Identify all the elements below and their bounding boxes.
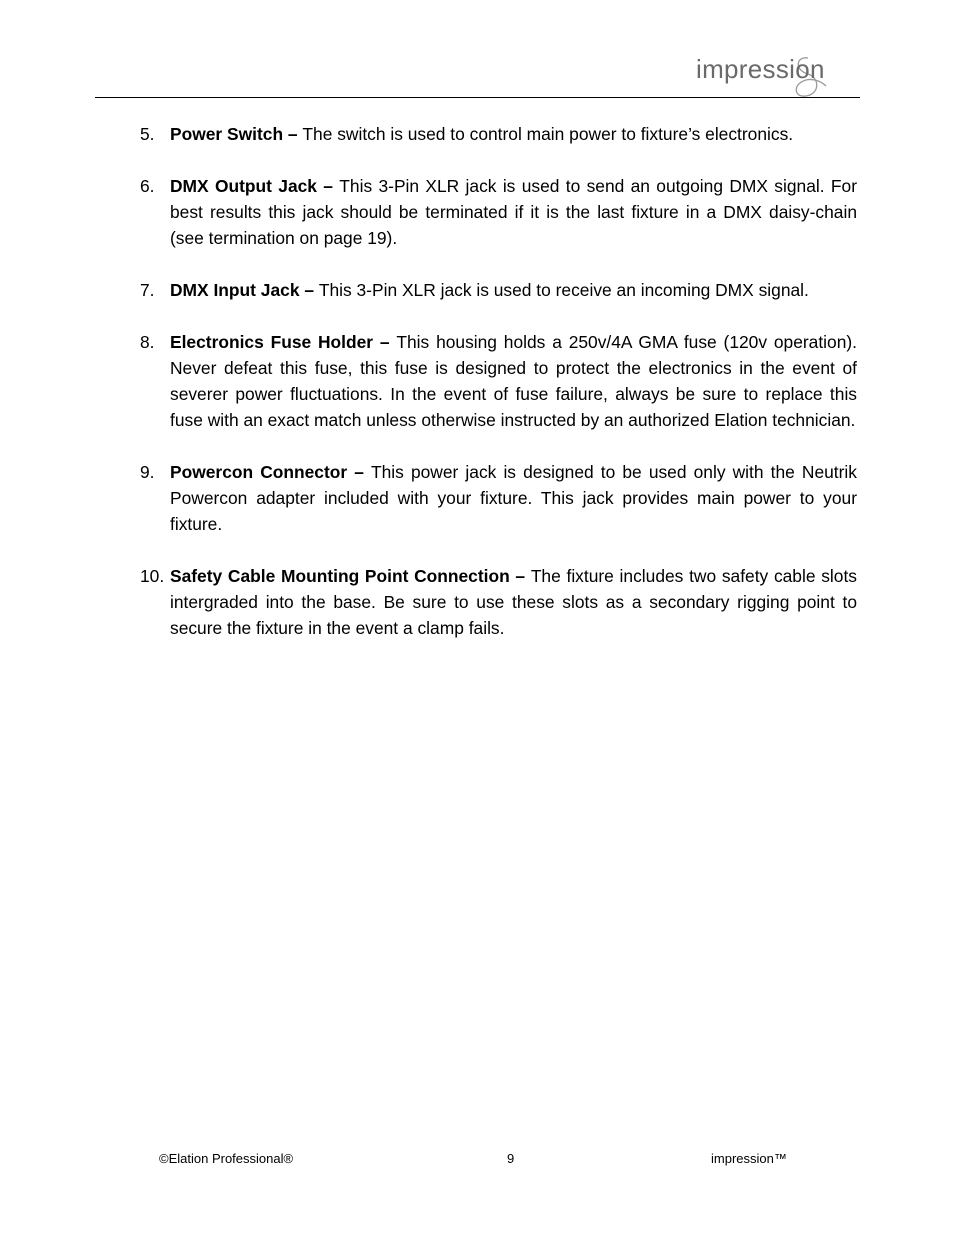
item-description: This power jack is designed to be used only with the Neutrik Powercon adapter included with your fixture. This jack provides main power to your fixture. <box>170 462 857 534</box>
item-term: DMX Input Jack – <box>170 280 319 300</box>
logo-text: impression <box>696 54 825 84</box>
footer-product-name: impression™ <box>711 1151 787 1166</box>
list-item <box>139 121 857 147</box>
item-description: The switch is used to control main power to fixture’s electronics. <box>302 124 794 144</box>
item-number: 5. <box>140 124 155 144</box>
item-number: 7. <box>140 280 155 300</box>
item-term: Safety Cable Mounting Point Connection – <box>170 566 531 586</box>
item-description: This 3-Pin XLR jack is used to send an outgoing DMX signal. For best results this jack should be terminated if it is the last fixture in a DMX daisy-chain (see termination on page 19). <box>170 176 857 248</box>
footer-copyright: ©Elation Professional® <box>159 1151 294 1166</box>
item-number: 10. <box>140 566 165 586</box>
item-description: This 3-Pin XLR jack is used to receive an incoming DMX signal. <box>318 280 809 300</box>
item-number: 9. <box>140 462 155 482</box>
header-rule <box>95 97 860 98</box>
footer-page-number: 9 <box>507 1151 515 1166</box>
component-list <box>139 121 857 667</box>
impression-logo <box>696 52 862 100</box>
item-description: The fixture includes two safety cable slots intergraded into the base. Be sure to use these slots as a secondary rigging point to secure the fixture in the event a clamp fails. <box>170 566 857 638</box>
list-item <box>139 459 857 537</box>
list-item <box>139 173 857 251</box>
item-term: DMX Output Jack – <box>170 176 340 196</box>
item-term: Power Switch – <box>170 124 303 144</box>
item-term: Powercon Connector – <box>170 462 372 482</box>
list-item <box>139 563 857 641</box>
item-description: This housing holds a 250v/4A GMA fuse (120v operation). Never defeat this fuse, this fuse is designed to protect the electronics in the event of severer power fluctuations. In the event of fuse failure, always be sure to replace this fuse with an exact match unless otherwise instructed by an authorized Elation technician. <box>170 332 857 430</box>
page-footer <box>0 1150 954 1170</box>
list-item <box>139 329 857 433</box>
item-number: 6. <box>140 176 155 196</box>
list-item <box>139 277 857 303</box>
item-term: Electronics Fuse Holder – <box>170 332 397 352</box>
item-number: 8. <box>140 332 155 352</box>
